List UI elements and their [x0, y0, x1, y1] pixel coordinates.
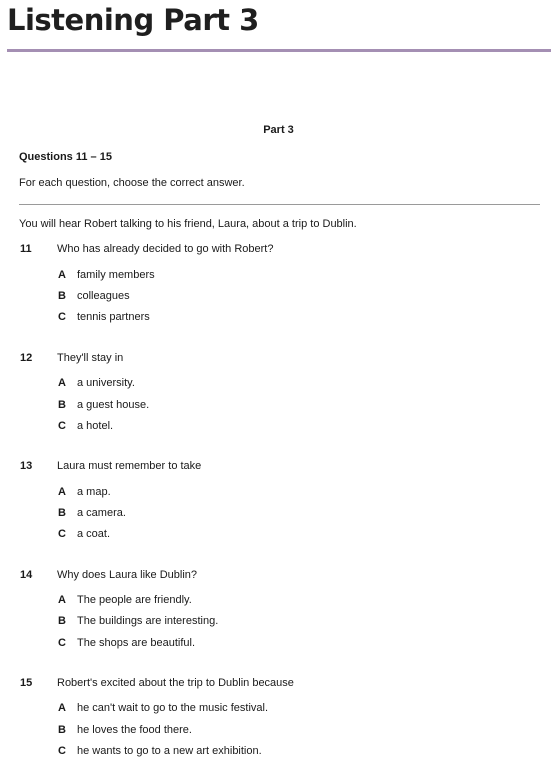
question-number: 13	[20, 460, 33, 472]
option-letter: B	[58, 724, 66, 736]
option-letter: B	[58, 399, 66, 411]
option-b[interactable]	[0, 507, 551, 521]
option-b[interactable]	[0, 290, 551, 304]
option-text: The buildings are interesting.	[77, 615, 219, 627]
option-letter: C	[58, 420, 66, 432]
option-c[interactable]	[0, 311, 551, 325]
option-text: a coat.	[77, 528, 111, 540]
option-text: colleagues	[77, 290, 130, 302]
questions-range: Questions 11 – 15	[19, 151, 112, 163]
option-c[interactable]	[0, 745, 551, 759]
instruction-text: For each question, choose the correct answer.	[19, 177, 245, 189]
option-text: a hotel.	[77, 420, 114, 432]
option-letter: C	[58, 528, 66, 540]
option-letter: A	[58, 486, 66, 498]
option-text: a map.	[77, 486, 111, 498]
question-stem: Laura must remember to take	[57, 460, 202, 472]
option-c[interactable]	[0, 420, 551, 434]
question-number: 11	[20, 243, 32, 255]
question-number: 15	[20, 677, 33, 689]
option-letter: A	[58, 702, 66, 714]
option-a[interactable]	[0, 377, 551, 391]
option-letter: C	[58, 637, 66, 649]
option-letter: B	[58, 615, 66, 627]
option-a[interactable]	[0, 594, 551, 608]
option-text: a university.	[77, 377, 135, 389]
question-stem: Who has already decided to go with Robert?	[57, 243, 274, 255]
option-letter: C	[58, 311, 66, 323]
option-text: he wants to go to a new art exhibition.	[77, 745, 262, 757]
question-stem: They'll stay in	[57, 352, 124, 364]
option-text: a camera.	[77, 507, 126, 519]
option-b[interactable]	[0, 724, 551, 738]
option-c[interactable]	[0, 637, 551, 651]
option-text: he loves the food there.	[77, 724, 192, 736]
option-text: he can't wait to go to the music festival.	[77, 702, 269, 714]
option-c[interactable]	[0, 528, 551, 542]
option-text: tennis partners	[77, 311, 150, 323]
option-b[interactable]	[0, 399, 551, 413]
option-letter: A	[58, 269, 66, 281]
option-letter: B	[58, 507, 66, 519]
question-stem: Robert's excited about the trip to Dublin because	[57, 677, 294, 689]
option-a[interactable]	[0, 269, 551, 283]
heading-underline	[7, 49, 551, 52]
option-letter: A	[58, 594, 66, 606]
intro-text: You will hear Robert talking to his friend, Laura, about a trip to Dublin.	[19, 218, 357, 230]
option-text: a guest house.	[77, 399, 150, 411]
option-letter: C	[58, 745, 66, 757]
part-label: Part 3	[263, 124, 294, 136]
section-divider	[19, 204, 540, 205]
option-a[interactable]	[0, 486, 551, 500]
question-stem: Why does Laura like Dublin?	[57, 569, 198, 581]
option-text: family members	[77, 269, 155, 281]
option-letter: B	[58, 290, 66, 302]
question-number: 14	[20, 569, 33, 581]
option-b[interactable]	[0, 615, 551, 629]
option-a[interactable]	[0, 702, 551, 716]
option-text: The shops are beautiful.	[77, 637, 196, 649]
page-heading: Listening Part 3	[7, 3, 259, 37]
option-letter: A	[58, 377, 66, 389]
option-text: The people are friendly.	[77, 594, 192, 606]
question-number: 12	[20, 352, 33, 364]
